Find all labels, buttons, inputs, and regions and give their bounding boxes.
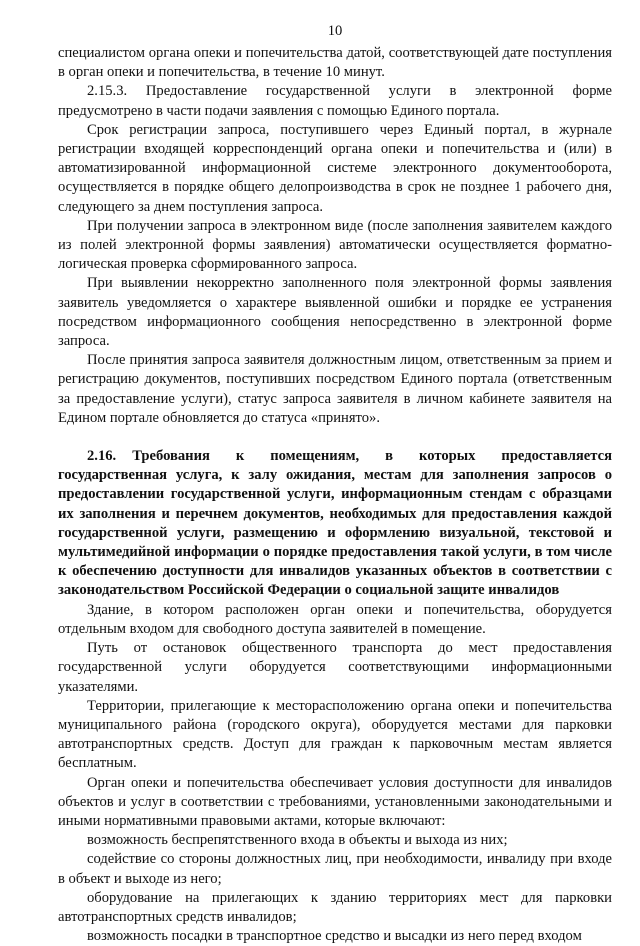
page-number: 10 (327, 23, 343, 39)
paragraph: При выявлении некорректно заполненного поля электронной формы заявления заявитель уведомляется о характере выявленной ошибки и порядке ее устранения посредством информационного сообщения непосредственно в электронной форме запроса. (58, 275, 612, 350)
document-page (58, 22, 612, 946)
paragraph: После принятия запроса заявителя должностным лицом, ответственным за прием и регистрацию документов, поступивших посредством Единого портала (ответственным за предоставление услуги), статус запроса заявителя в личном кабинете заявителя на Едином портале обновляется до статуса «принято». (58, 352, 612, 426)
paragraph: 2.15.3. Предоставление государственной услуги в электронной форме предусмотрено в части подачи заявления с помощью Единого портала. (58, 83, 612, 119)
paragraph: Срок регистрации запроса, поступившего через Единый портал, в журнале регистрации входящей корреспонденций органа опеки и попечительства и (или) в автоматизированной информационной системе электронного документооборота, осуществляется в порядке общего делопроизводства в срок не позднее 1 рабочего дня, следующего за днем поступления запроса. (58, 121, 612, 215)
section-spacer (58, 428, 612, 447)
list-item: возможность посадки в транспортное средство и высадки из него перед входом (87, 928, 582, 945)
paragraph: специалистом органа опеки и попечительства датой, соответствующей дате поступления в орган опеки и попечительства, в течение 10 минут. (58, 45, 612, 81)
list-item: содействие со стороны должностных лиц, при необходимости, инвалиду при входе в объект и выходе из него; (58, 851, 612, 887)
section-title: Требования к помещениям, в которых предоставляется государственная услуга, к залу ожидания, местам для заполнения запросов о предоставлении государственной услуги, информационным стендам с образцами их заполнения и перечнем документов, необходимых для предоставления каждой государственной услуги, размещению и оформлению визуальной, текстовой и мультимедийной информации о порядке предоставления такой услуги, в том числе к обеспечению доступности для инвалидов указанных объектов в соответствии с законодательством Российской Федерации о социальной защите инвалидов (58, 448, 612, 599)
section-heading (58, 447, 612, 601)
paragraph: Здание, в котором расположен орган опеки и попечительства, оборудуется отдельным входом для свободного доступа заявителей в помещение. (58, 601, 612, 637)
paragraph: Территории, прилегающие к месторасположению органа опеки и попечительства муниципального района (городского округа), оборудуется местами для парковки автотранспортных средств. Доступ для граждан к парковочным местам является бесплатным. (58, 697, 612, 772)
paragraph: Путь от остановок общественного транспорта до мест предоставления государственной услуги оборудуется соответствующими информационными указателями. (58, 640, 612, 695)
list-item: оборудование на прилегающих к зданию территориях мест для парковки автотранспортных средств инвалидов; (58, 889, 612, 925)
paragraph: При получении запроса в электронном виде (после заполнения заявителем каждого из полей электронной формы заявления) автоматически осуществляется форматно-логическая проверка сформированного запроса. (58, 217, 612, 273)
list-item: возможность беспрепятственного входа в объекты и выхода из них; (87, 832, 508, 849)
section-number: 2.16. (87, 448, 117, 465)
paragraph: Орган опеки и попечительства обеспечивает условия доступности для инвалидов объектов и услуг в соответствии с требованиями, установленными законодательными и иными нормативными правовыми актами, которые включают: (58, 774, 612, 829)
